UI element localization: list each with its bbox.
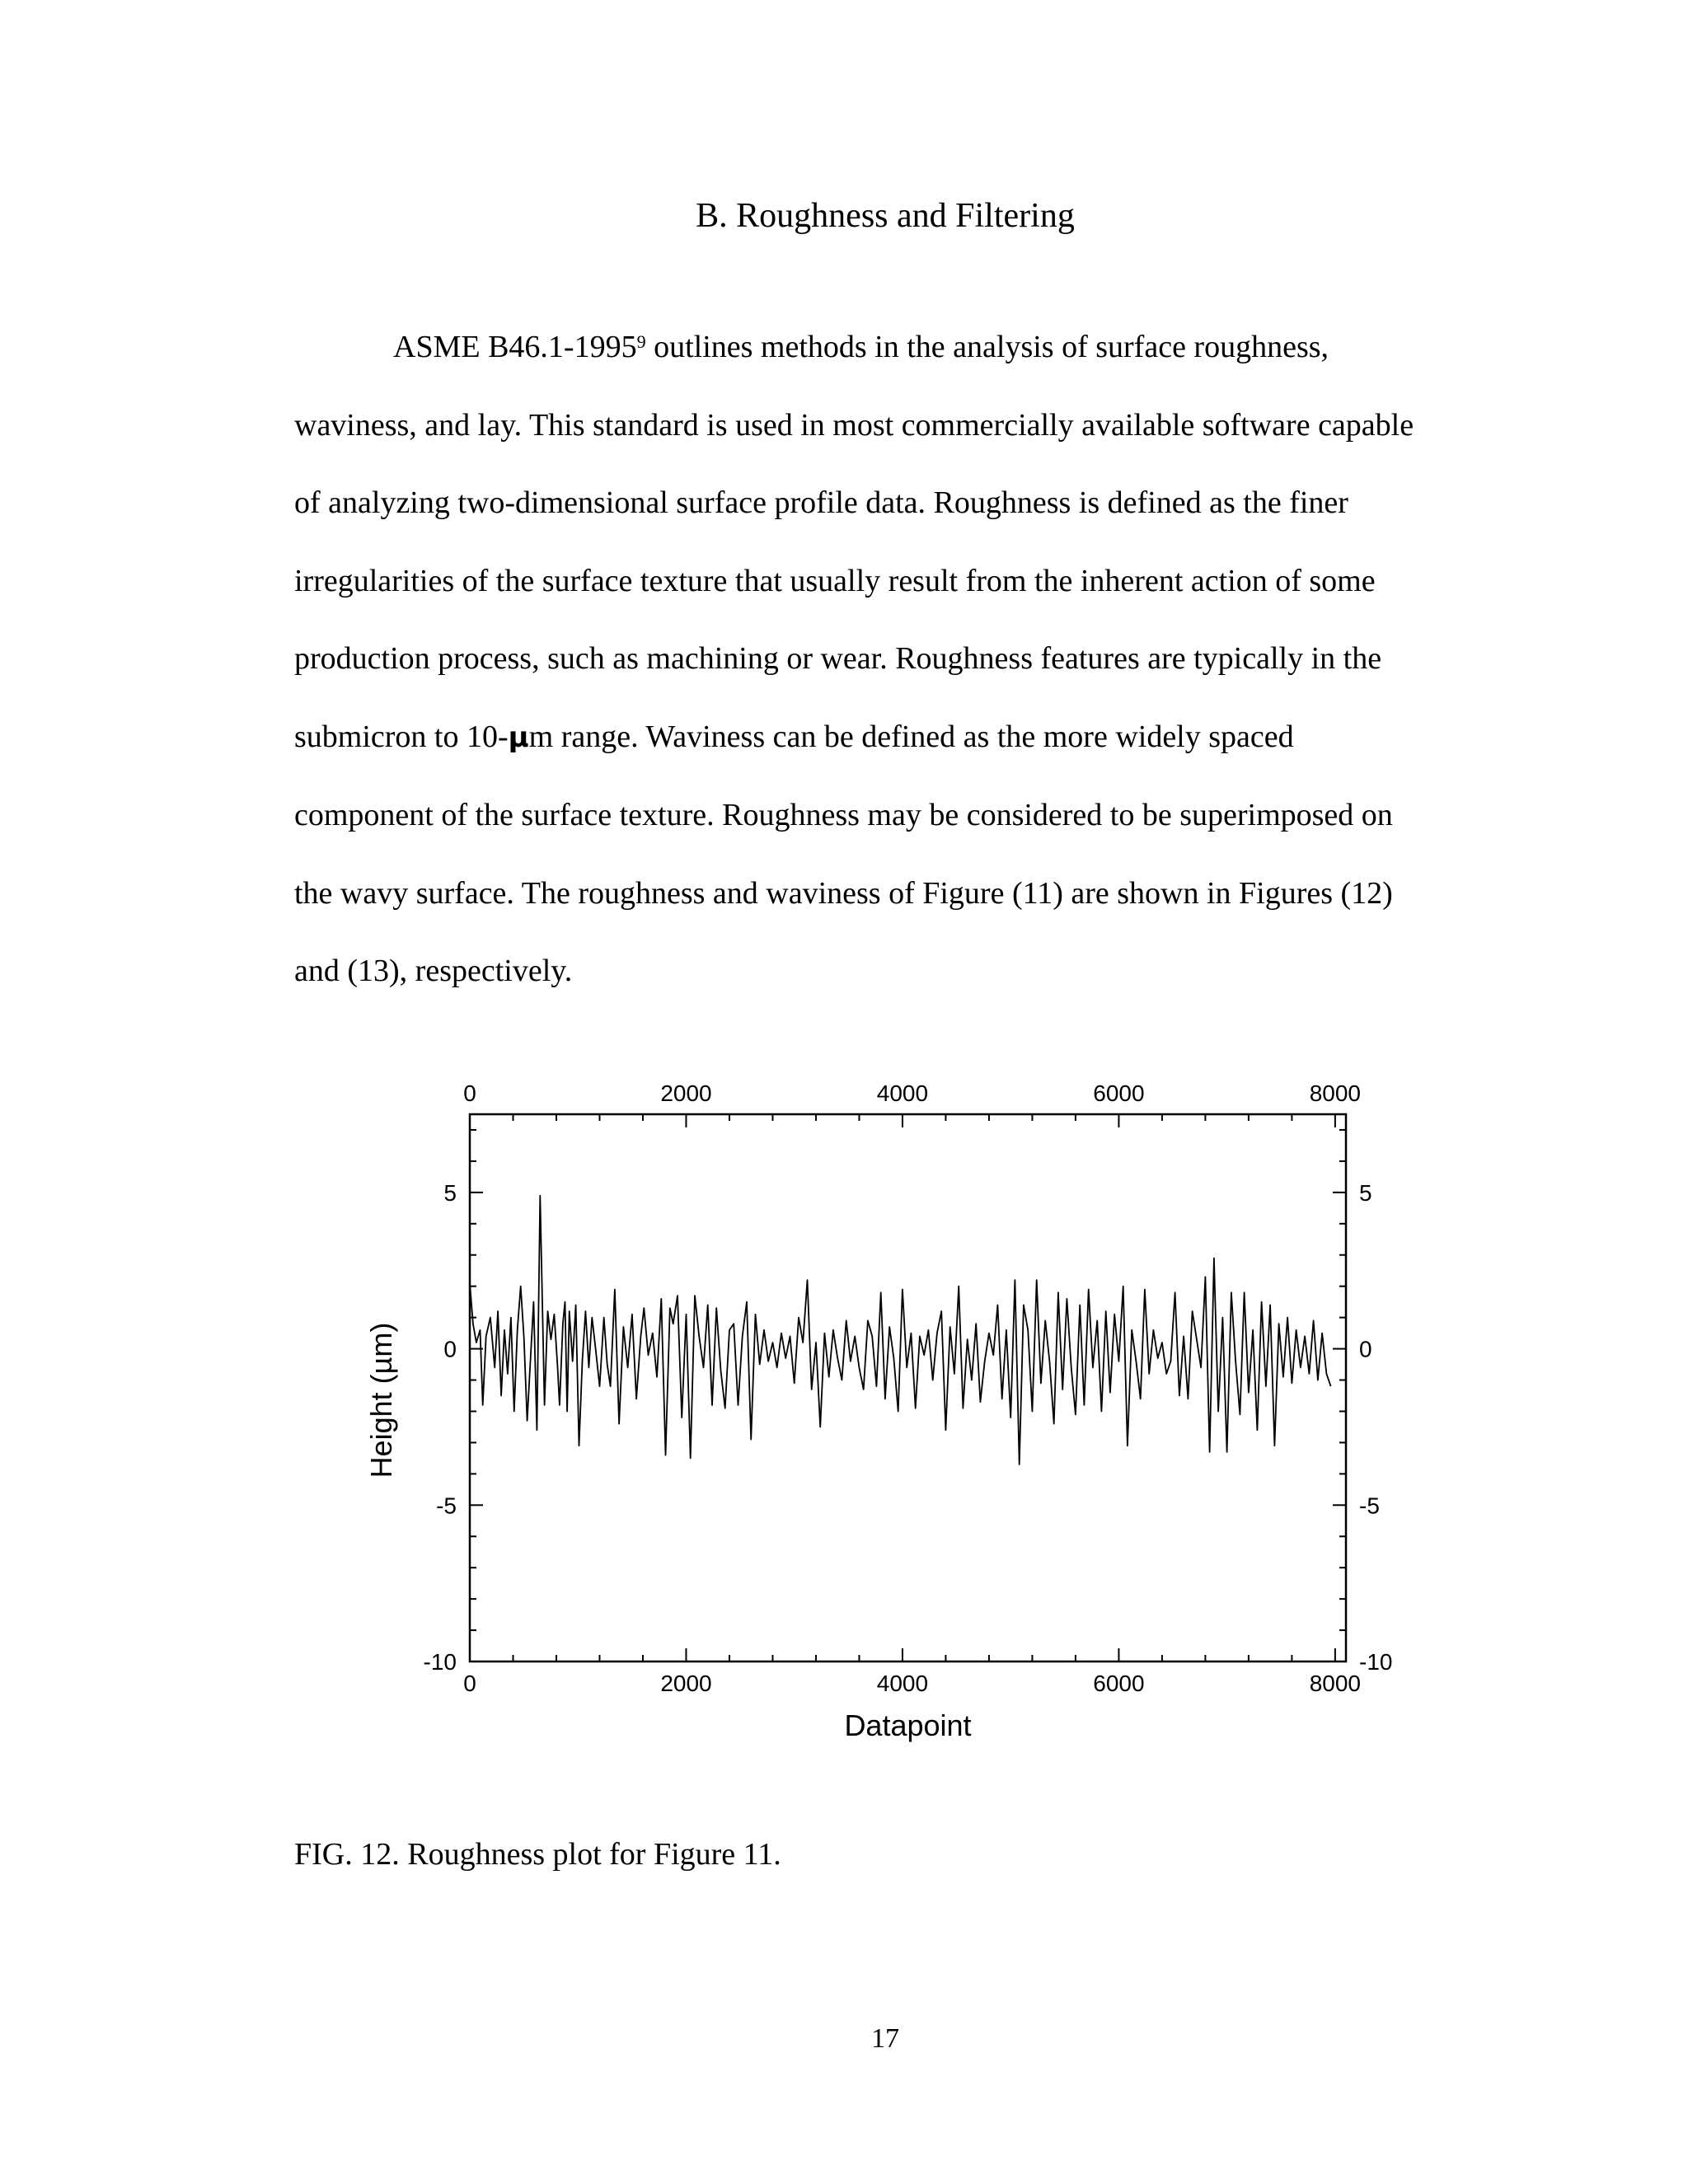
x-tick-label-bottom: 2000 <box>660 1671 712 1696</box>
footnote-ref: 9 <box>636 331 646 352</box>
x-tick-label-top: 2000 <box>660 1080 712 1106</box>
x-tick-label-top: 6000 <box>1093 1080 1145 1106</box>
x-tick-label-top: 4000 <box>876 1080 929 1106</box>
y-tick-label-right: 0 <box>1359 1336 1372 1362</box>
x-tick-label-bottom: 0 <box>463 1671 476 1696</box>
x-axis-label: Datapoint <box>844 1708 972 1742</box>
y-tick-label-left: -10 <box>423 1649 457 1675</box>
paragraph-line-6: submicron to 10-µm range. Waviness can be defined as the more widely spaced <box>294 719 1294 754</box>
page-number: 17 <box>871 2023 899 2054</box>
paragraph-line-8: the wavy surface. The roughness and waviness of Figure (11) are shown in Figures (12) <box>294 875 1393 911</box>
y-tick-label-left: 0 <box>443 1336 457 1362</box>
paragraph-line-2: waviness, and lay. This standard is used in most commercially available software capable <box>294 407 1414 443</box>
x-tick-label-bottom: 6000 <box>1093 1671 1145 1696</box>
section-heading: B. Roughness and Filtering <box>696 197 1075 235</box>
y-tick-label-left: -5 <box>436 1493 457 1519</box>
paragraph-line-5: production process, such as machining or wear. Roughness features are typically in the <box>294 641 1382 676</box>
plot-frame <box>470 1114 1346 1661</box>
paragraph-line-3: of analyzing two-dimensional surface profile data. Roughness is defined as the finer <box>294 485 1348 520</box>
y-tick-label-right: 5 <box>1359 1179 1372 1206</box>
paragraph-line-7: component of the surface texture. Roughness may be considered to be superimposed on <box>294 798 1393 832</box>
x-tick-label-top: 0 <box>463 1080 476 1106</box>
y-tick-label-right: -5 <box>1359 1493 1380 1519</box>
x-tick-label-top: 8000 <box>1309 1080 1362 1106</box>
roughness-series-line <box>470 1196 1331 1465</box>
y-tick-label-right: -10 <box>1359 1649 1393 1675</box>
paragraph-line-4: irregularities of the surface texture that usually result from the inherent action of some <box>294 563 1376 598</box>
y-tick-label-left: 5 <box>443 1179 457 1206</box>
paragraph-line-1: ASME B46.1-1995$^9$ outlines methods in the analysis of surface roughness, <box>393 330 1329 364</box>
x-tick-label-bottom: 4000 <box>876 1671 929 1696</box>
paragraph-line-9: and (13), respectively. <box>294 954 573 988</box>
x-tick-label-bottom: 8000 <box>1309 1671 1362 1696</box>
figure-caption: FIG. 12. Roughness plot for Figure 11. <box>294 1837 781 1872</box>
y-axis-label: Height (µm) <box>364 1322 398 1479</box>
